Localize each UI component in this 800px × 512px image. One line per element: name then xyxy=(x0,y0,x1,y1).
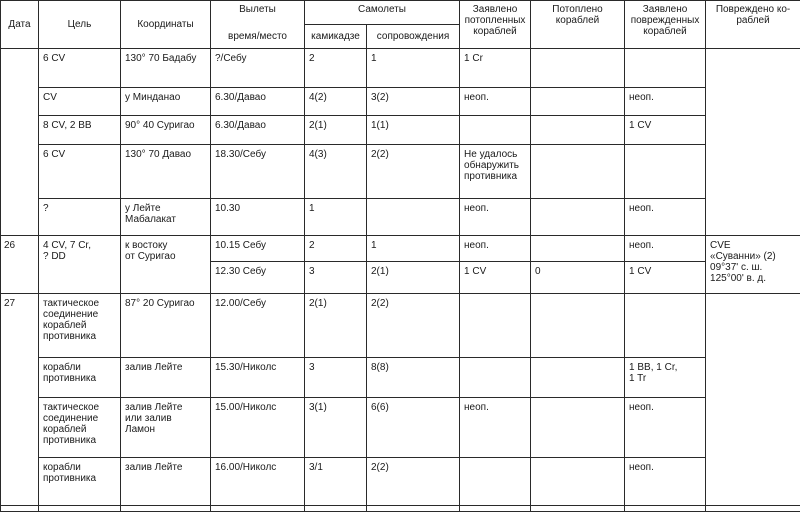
sunk-cell xyxy=(531,145,625,199)
claimed-damaged-cell: 1 BB, 1 Cr, 1 Tr xyxy=(625,358,706,398)
kamikaze-cell: 2(1) xyxy=(305,116,367,145)
claimed-damaged-cell: неоп. xyxy=(625,236,706,262)
target-cell: 4 CV, 7 Cr, ? DD xyxy=(39,236,121,294)
time-place-cell: 10.15 Себу xyxy=(211,236,305,262)
kamikaze-cell: 3 xyxy=(305,262,367,294)
table-row xyxy=(1,236,800,262)
escort-cell: 2(1) xyxy=(367,262,460,294)
coordinates-cell: залив Лейте xyxy=(121,358,211,398)
table-row xyxy=(1,88,800,116)
sunk-cell xyxy=(531,49,625,88)
claimed-sunk-cell: неоп. xyxy=(460,236,531,262)
time-place-cell: 12.00/Себу xyxy=(211,294,305,358)
escort-cell: 6(6) xyxy=(367,398,460,458)
kamikaze-cell: 3/1 xyxy=(305,458,367,506)
escort-cell: 2(2) xyxy=(367,294,460,358)
damaged-cell xyxy=(706,294,800,506)
header-coordinates: Координаты xyxy=(121,1,211,49)
sunk-cell xyxy=(531,398,625,458)
claimed-sunk-cell xyxy=(460,116,531,145)
claimed-damaged-cell: 1 CV xyxy=(625,116,706,145)
time-place-cell: 15.00/Николс xyxy=(211,398,305,458)
target-cell: 8 CV, 2 BB xyxy=(39,116,121,145)
claimed-damaged-cell xyxy=(625,49,706,88)
coordinates-cell: у Лейте Мабалакат xyxy=(121,199,211,236)
target-cell: CV xyxy=(39,88,121,116)
date-cell: 27 xyxy=(1,294,39,506)
table-row xyxy=(1,199,800,236)
table-row xyxy=(1,294,800,358)
target-cell: тактическое соединение кораблей противника xyxy=(39,294,121,358)
kamikaze-cell: 1 xyxy=(305,199,367,236)
sunk-cell: 0 xyxy=(531,262,625,294)
header-target: Цель xyxy=(39,1,121,49)
claimed-sunk-cell: неоп. xyxy=(460,199,531,236)
target-cell: тактическое соединение кораблей противника xyxy=(39,398,121,458)
header-damaged: Повреждено ко- раблей xyxy=(706,1,800,49)
coordinates-cell: залив Лейте xyxy=(121,458,211,506)
date-cell: 26 xyxy=(1,236,39,294)
coordinates-cell: 130° 70 Бадабу xyxy=(121,49,211,88)
claimed-damaged-cell xyxy=(625,145,706,199)
coordinates-cell: к востоку от Суригао xyxy=(121,236,211,294)
target-cell: корабли противника xyxy=(39,458,121,506)
kamikaze-cell: 2 xyxy=(305,236,367,262)
table-row xyxy=(1,398,800,458)
claimed-damaged-cell: неоп. xyxy=(625,398,706,458)
sunk-cell xyxy=(531,199,625,236)
claimed-damaged-cell: неоп. xyxy=(625,199,706,236)
header-sunk: Потоплено кораблей xyxy=(531,1,625,49)
claimed-sunk-cell: 1 CV xyxy=(460,262,531,294)
table-row xyxy=(1,145,800,199)
header-claimed-sunk: Заявлено потопленных кораблей xyxy=(460,1,531,49)
time-place-cell: 16.00/Николс xyxy=(211,458,305,506)
damaged-cell xyxy=(706,49,800,236)
claimed-sunk-cell: неоп. xyxy=(460,398,531,458)
sunk-cell xyxy=(531,88,625,116)
claimed-sunk-cell: неоп. xyxy=(460,88,531,116)
table-row xyxy=(1,458,800,506)
header-sorties: Вылеты xyxy=(211,1,305,25)
time-place-cell: 12.30 Себу xyxy=(211,262,305,294)
header-time-place: время/место xyxy=(211,25,305,49)
escort-cell: 2(2) xyxy=(367,458,460,506)
sunk-cell xyxy=(531,116,625,145)
sunk-cell xyxy=(531,294,625,358)
escort-cell: 1(1) xyxy=(367,116,460,145)
claimed-sunk-cell xyxy=(460,358,531,398)
header-date: Дата xyxy=(1,1,39,49)
table-row xyxy=(1,358,800,398)
kamikaze-cell: 3(1) xyxy=(305,398,367,458)
escort-cell: 1 xyxy=(367,49,460,88)
escort-cell: 1 xyxy=(367,236,460,262)
table-row xyxy=(1,116,800,145)
escort-cell: 8(8) xyxy=(367,358,460,398)
kamikaze-cell: 4(2) xyxy=(305,88,367,116)
time-place-cell: 18.30/Себу xyxy=(211,145,305,199)
kamikaze-cell: 4(3) xyxy=(305,145,367,199)
claimed-sunk-cell xyxy=(460,458,531,506)
coordinates-cell: залив Лейте или залив Ламон xyxy=(121,398,211,458)
header-aircraft: Самолеты xyxy=(305,1,460,25)
claimed-damaged-cell: неоп. xyxy=(625,458,706,506)
time-place-cell: ?/Себу xyxy=(211,49,305,88)
target-cell: 6 CV xyxy=(39,49,121,88)
table-row xyxy=(1,49,800,88)
escort-cell: 2(2) xyxy=(367,145,460,199)
header-kamikaze: камикадзе xyxy=(305,25,367,49)
time-place-cell: 6.30/Давао xyxy=(211,88,305,116)
header-claimed-damaged: Заявлено поврежденных кораблей xyxy=(625,1,706,49)
kamikaze-cell: 3 xyxy=(305,358,367,398)
time-place-cell: 15.30/Николс xyxy=(211,358,305,398)
sunk-cell xyxy=(531,358,625,398)
time-place-cell: 10.30 xyxy=(211,199,305,236)
target-cell: корабли противника xyxy=(39,358,121,398)
claimed-damaged-cell: неоп. xyxy=(625,88,706,116)
claimed-damaged-cell: 1 CV xyxy=(625,262,706,294)
claimed-sunk-cell xyxy=(460,294,531,358)
target-cell: 6 CV xyxy=(39,145,121,199)
sunk-cell xyxy=(531,236,625,262)
date-cell xyxy=(1,49,39,236)
kamikaze-cell: 2(1) xyxy=(305,294,367,358)
time-place-cell: 6.30/Давао xyxy=(211,116,305,145)
claimed-sunk-cell: 1 Cr xyxy=(460,49,531,88)
coordinates-cell: 90° 40 Суригао xyxy=(121,116,211,145)
header-escort: сопровождения xyxy=(367,25,460,49)
coordinates-cell: 130° 70 Давао xyxy=(121,145,211,199)
escort-cell xyxy=(367,199,460,236)
sunk-cell xyxy=(531,458,625,506)
claimed-damaged-cell xyxy=(625,294,706,358)
kamikaze-cell: 2 xyxy=(305,49,367,88)
coordinates-cell: у Минданао xyxy=(121,88,211,116)
damaged-cell: CVE «Суванни» (2) 09°37' с. ш. 125°00' в. д. xyxy=(706,236,800,294)
claimed-sunk-cell: Не удалось обнаружить противника xyxy=(460,145,531,199)
escort-cell: 3(2) xyxy=(367,88,460,116)
coordinates-cell: 87° 20 Суригао xyxy=(121,294,211,358)
target-cell: ? xyxy=(39,199,121,236)
